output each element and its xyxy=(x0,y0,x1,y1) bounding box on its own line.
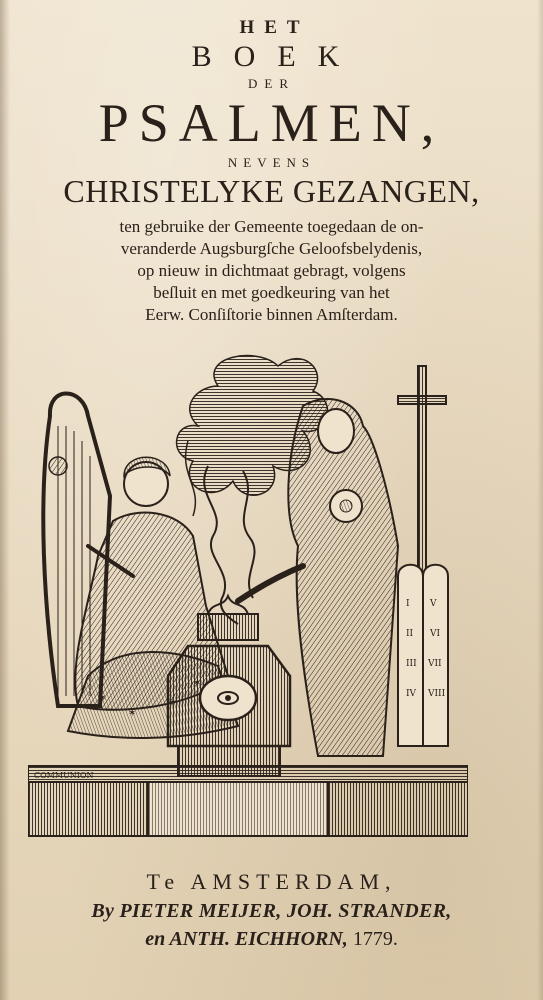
svg-text:VII: VII xyxy=(428,659,442,669)
altar-inscription: COMMUNION xyxy=(34,771,94,780)
description-line: op nieuw in dichtmaat gebragt, volgens xyxy=(137,261,406,280)
title-block xyxy=(0,16,543,326)
title-nevens: NEVENS xyxy=(227,155,316,170)
svg-text:✶: ✶ xyxy=(128,708,137,719)
title-boek: BOEK xyxy=(191,40,362,73)
description-line: beſluit en met goedkeuring van het xyxy=(153,283,390,302)
title-psalmen: PSALMEN, xyxy=(98,93,445,153)
description-line: ten gebruike der Gemeente toegedaan de on- xyxy=(119,217,424,236)
description-line: Eerw. Conſiſtorie binnen Amſterdam. xyxy=(145,305,398,324)
svg-text:I: I xyxy=(406,599,410,609)
title-het: HET xyxy=(239,17,310,38)
imprint-city: Te AMSTERDAM, xyxy=(146,869,397,894)
imprint xyxy=(0,868,543,952)
imprint-line3 xyxy=(0,926,543,952)
svg-text:VI: VI xyxy=(430,629,441,639)
woodcut-engraving xyxy=(28,346,468,846)
imprint-publishers: By PIETER MEIJER, JOH. STRANDER, xyxy=(91,900,452,922)
title-christelyke-gezangen: CHRISTELYKE GEZANGEN, xyxy=(63,173,480,209)
svg-text:IV: IV xyxy=(406,689,417,699)
stone-platform xyxy=(28,766,468,836)
imprint-publisher-eichhorn: en ANTH. EICHHORN, xyxy=(145,928,348,950)
svg-text:V: V xyxy=(430,599,437,609)
tablets-of-law xyxy=(398,565,448,746)
svg-text:II: II xyxy=(406,629,414,639)
svg-text:✶: ✶ xyxy=(98,693,107,704)
title-der: DER xyxy=(248,76,295,91)
svg-text:III: III xyxy=(406,659,417,669)
title-description xyxy=(52,216,492,326)
imprint-year: 1779. xyxy=(352,928,398,950)
description-line: veranderde Augsburgſche Geloofsbelydenis, xyxy=(120,239,423,258)
svg-text:VIII: VIII xyxy=(428,689,446,699)
